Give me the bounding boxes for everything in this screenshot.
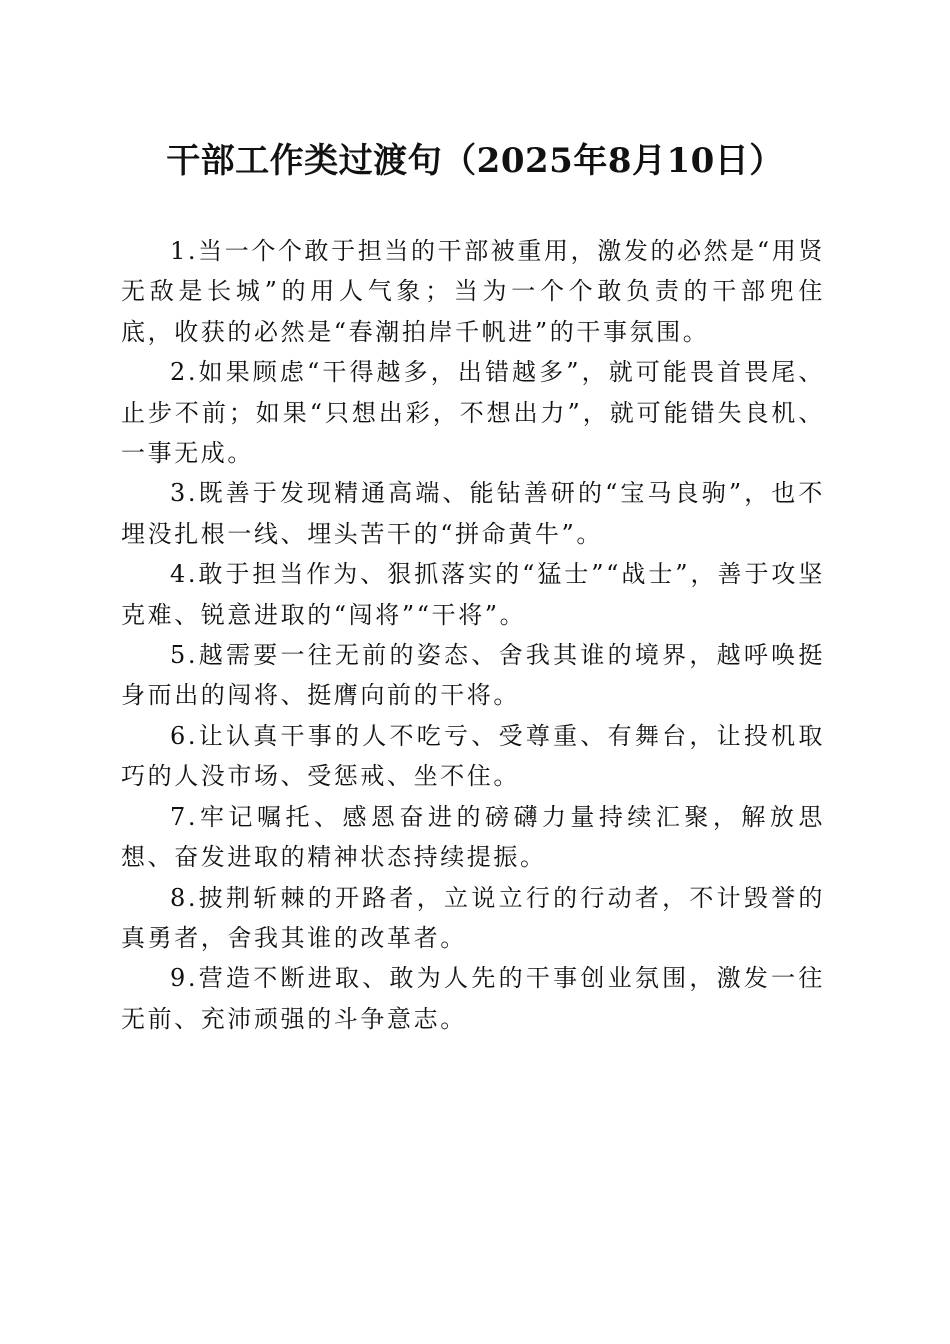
- paragraph-1: 1.当一个个敢于担当的干部被重用，激发的必然是“用贤无敌是长城”的用人气象；当为一个个敢负责的干部兜住底，收获的必然是“春潮拍岸千帆进”的干事氛围。: [121, 237, 825, 346]
- paragraph-4: 4.敢于担当作为、狠抓落实的“猛士”“战士”，善于攻坚克难、锐意进取的“闯将”“干将”。: [121, 560, 825, 629]
- paragraph-5: 5.越需要一往无前的姿态、舍我其谁的境界，越呼唤挺身而出的闯将、挺膺向前的干将。: [121, 641, 825, 710]
- paragraph-2: 2.如果顾虑“干得越多，出错越多”，就可能畏首畏尾、止步不前；如果“只想出彩，不想出力”，就可能错失良机、一事无成。: [121, 358, 825, 468]
- paragraph-9: 9.营造不断进取、敢为人先的干事创业氛围，激发一往无前、充沛顽强的斗争意志。: [121, 964, 825, 1033]
- paragraph-6: 6.让认真干事的人不吃亏、受尊重、有舞台，让投机取巧的人没市场、受惩戒、坐不住。: [121, 721, 825, 791]
- paragraph-3: 3.既善于发现精通高端、能钻善研的“宝马良驹”，也不埋没扎根一线、埋头苦干的“拼命黄牛”。: [121, 479, 825, 548]
- paragraph-7: 7.牢记嘱托、感恩奋进的磅礴力量持续汇聚，解放思想、奋发进取的精神状态持续提振。: [121, 802, 825, 872]
- document-title: 干部工作类过渡句（2025年8月10日）: [166, 141, 784, 181]
- paragraph-8: 8.披荆斩棘的开路者，立说立行的行动者，不计毁誉的真勇者，舍我其谁的改革者。: [121, 883, 825, 952]
- document-body: [121, 231, 825, 1039]
